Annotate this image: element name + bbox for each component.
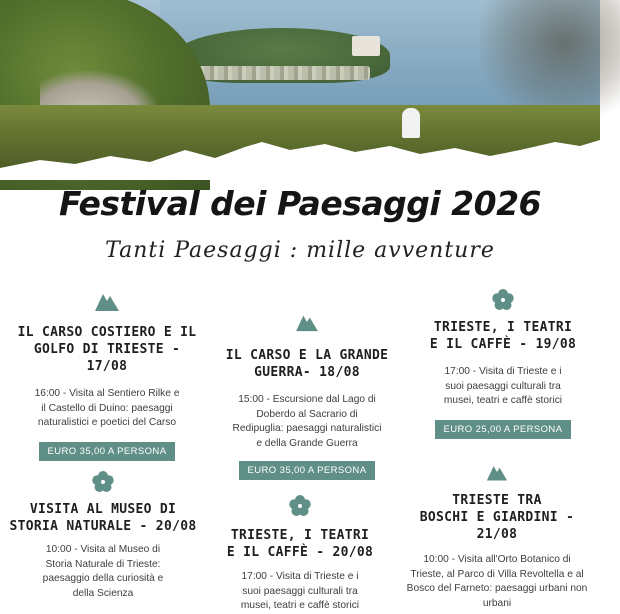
event-description: 16:00 - Visita al Sentiero Rilke e il Castello di Duino: paesaggi naturalistici e poetici del Carso (34, 388, 180, 428)
harbour-town (190, 66, 370, 80)
event-card (212, 312, 402, 480)
event-title: TRIESTE, I TEATRI E IL CAFFÈ - 20/08 (226, 528, 374, 560)
event-title: IL CARSO E LA GRANDE GUERRA- 18/08 (225, 348, 389, 380)
mountain-icon (94, 290, 120, 312)
event-card (408, 288, 598, 439)
mountain-edge-divider (0, 120, 600, 180)
event-card (8, 470, 198, 601)
event-title: IL CARSO COSTIERO E IL GOLFO DI TRIESTE - 17/08 (17, 325, 197, 374)
event-description: 10:00 - Visita al Museo di Storia Naturale di Trieste: paesaggio della curiosità e della Scienza (42, 544, 164, 599)
event-description: 17:00 - Visita di Trieste e i suoi paesaggi culturali tra musei, teatri e caffè storici (240, 571, 360, 611)
event-card (205, 494, 395, 614)
event-card (12, 290, 202, 461)
mountain-icon (486, 462, 508, 482)
event-description: 10:00 - Visita all'Orto Botanico di Trieste, al Parco di Villa Revoltella e al Bosco del Farneto: paesaggi urbani non urbani (406, 554, 588, 609)
event-title: TRIESTE, I TEATRI E IL CAFFÈ - 19/08 (429, 320, 577, 352)
event-description: 17:00 - Visita di Trieste e i suoi paesaggi culturali tra musei, teatri e caffè storici (443, 366, 563, 406)
mountain-icon (295, 312, 319, 332)
flower-icon (288, 494, 312, 518)
castle (352, 36, 380, 56)
event-title: TRIESTE TRA BOSCHI E GIARDINI - 21/08 (419, 493, 575, 542)
price-badge: EURO 25,00 A PERSONA (435, 420, 572, 439)
page-subtitle: Tanti Paesaggi : mille avventure (105, 238, 495, 263)
tree-branches (480, 0, 620, 120)
event-description: 15:00 - Escursione dal Lago di Doberdo al Sacrario di Redipuglia: paesaggi naturalistici e della Grande Guerra (232, 394, 382, 449)
price-badge: EURO 35,00 A PERSONA (239, 461, 376, 480)
event-card (397, 462, 597, 611)
event-title: VISITA AL MUSEO DI STORIA NATURALE - 20/08 (9, 502, 197, 534)
flower-icon (491, 288, 515, 312)
flower-icon (91, 470, 115, 494)
price-badge: EURO 35,00 A PERSONA (39, 442, 176, 461)
page-title: Festival dei Paesaggi 2026 (59, 184, 541, 223)
hero-landscape-photo (0, 0, 600, 175)
